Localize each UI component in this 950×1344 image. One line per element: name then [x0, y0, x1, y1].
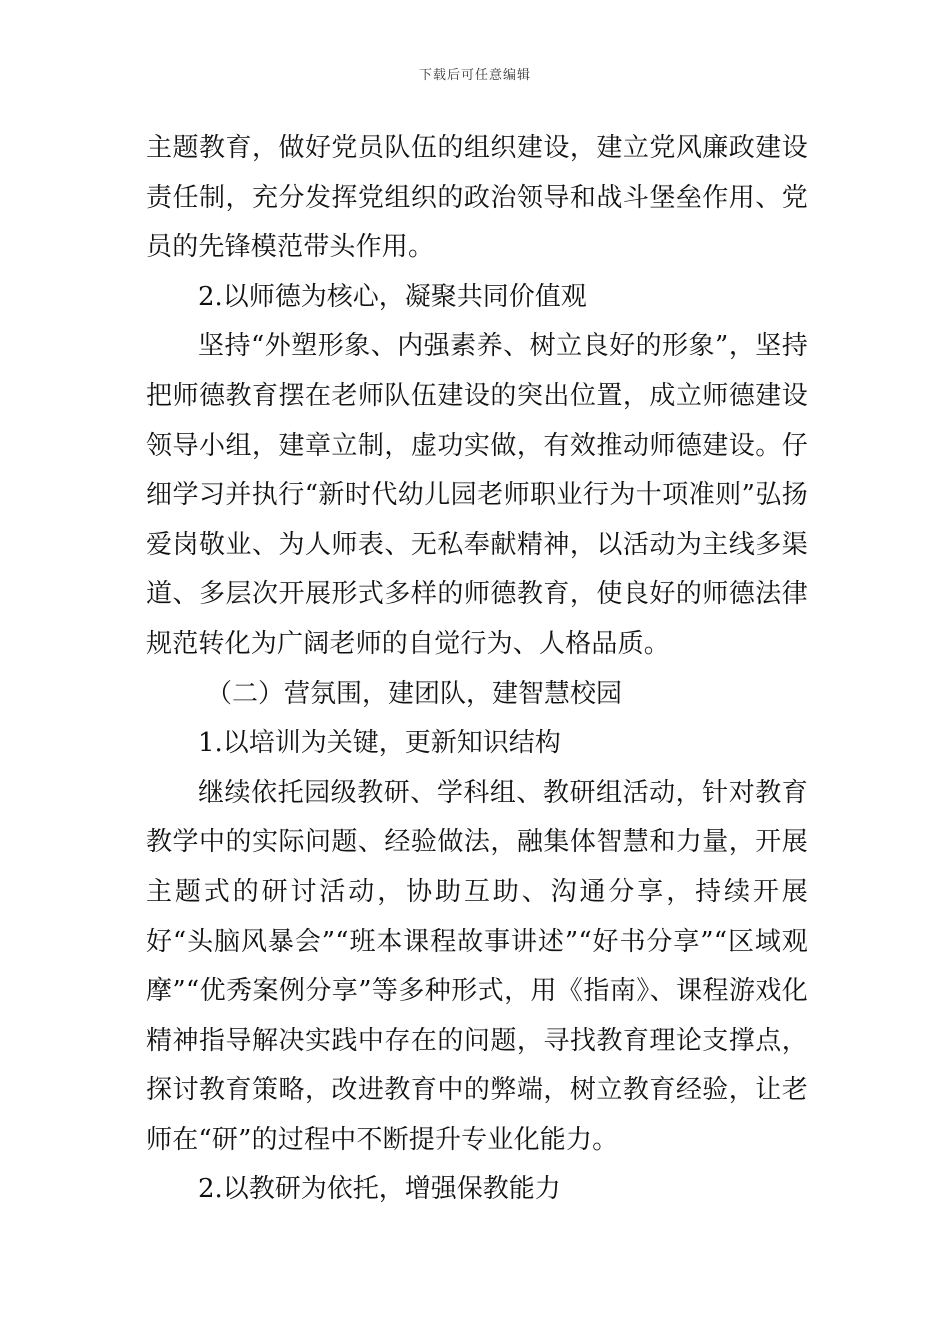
heading-teacher-ethics: 2.以师德为核心，凝聚共同价值观 [198, 281, 587, 312]
heading-training: 1.以培训为关键，更新知识结构 [198, 728, 561, 759]
page-header: 下载后可任意编辑 [418, 68, 531, 83]
paragraph-party-building: 主题教育，做好党员队伍的组织建设，建立党风廉政建设责任制，充分发挥党组织的政治领导和战斗堡垒作用、党员的先锋模范带头作用。 [146, 133, 808, 263]
paragraph-training: 继续依托园级教研、学科组、教研组活动，针对教育教学中的实际问题、经验做法，融集体智慧和力量，开展主题式的研讨活动，协助互助、沟通分享，持续开展好“头脑风暴会”“班本课程故事讲述”“好书分享”“区域观摩”“优秀案例分享”等多种形式，用《指南》、课程游戏化精神指导解决实践中存在的问题，寻找教育理论支撑点，探讨教育策略，改进教育中的弊端，树立教育经验，让老师在“研”的过程中不断提升专业化能力。 [146, 777, 808, 1155]
paragraph-teacher-ethics: 坚持“外塑形象、内强素养、树立良好的形象”，坚持把师德教育摆在老师队伍建设的突出位置，成立师德建设领导小组，建章立制，虚功实做，有效推动师德建设。仔细学习并执行“新时代幼儿园老师职业行为十项准则”弘扬爱岗敬业、为人师表、无私奉献精神，以活动为主线多渠道、多层次开展形式多样的师德教育，使良好的师德法律规范转化为广阔老师的自觉行为、人格品质。 [146, 331, 808, 659]
document-body [146, 124, 808, 1215]
heading-section-two: （二）营氛围，建团队，建智慧校园 [206, 678, 623, 709]
heading-teaching-research: 2.以教研为依托，增强保教能力 [198, 1174, 561, 1205]
